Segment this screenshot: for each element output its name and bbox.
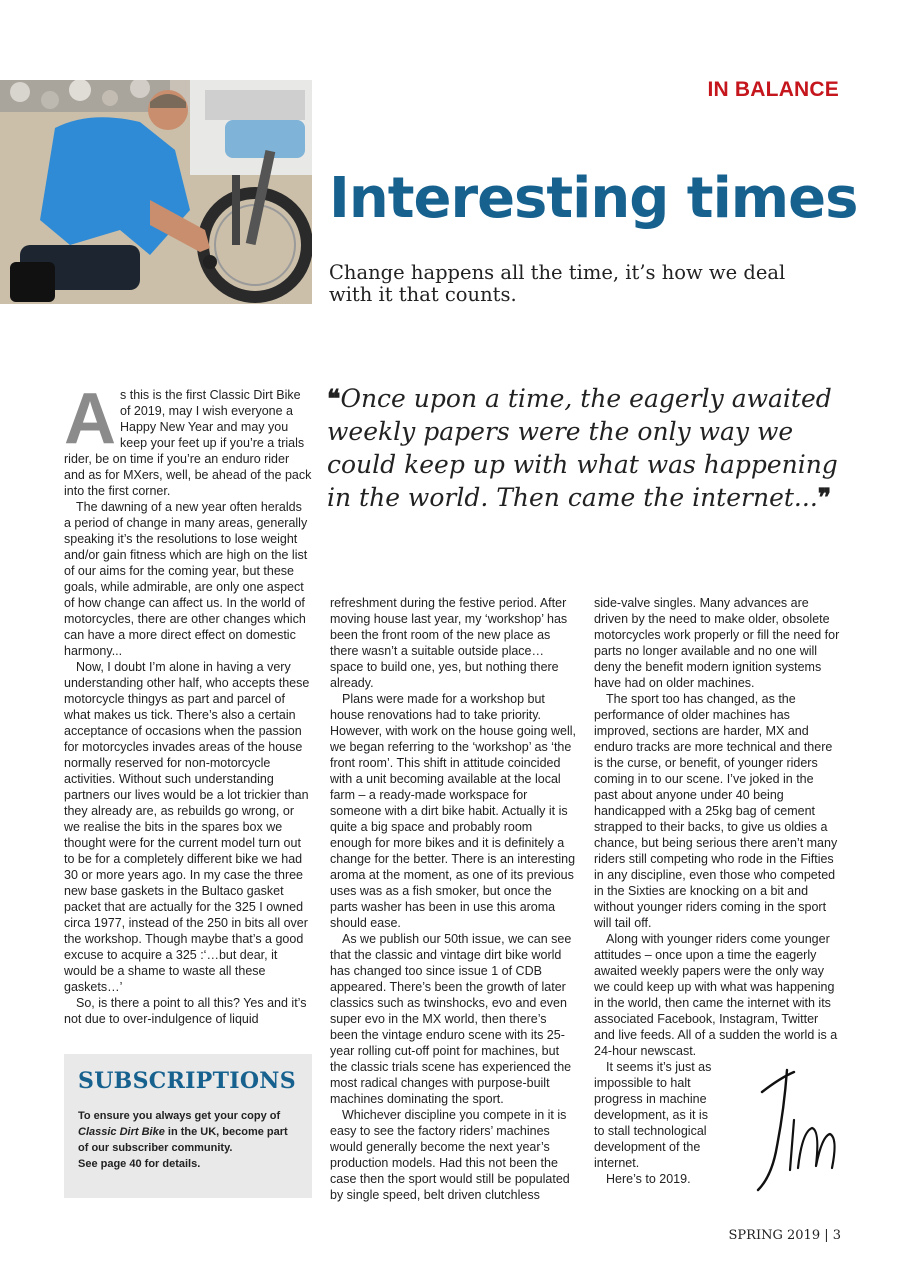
section-tag: IN BALANCE (707, 78, 839, 101)
subscriptions-text-b: in the UK, become part of our subscriber community. (78, 1126, 288, 1154)
page-footer: SPRING 2019 | 3 (728, 1228, 841, 1243)
pull-quote-text: Once upon a time, the eagerly awaited weekly papers were the only way we could keep up with what was happening in the world. Then came the internet... (327, 384, 838, 512)
subscriptions-box (64, 1054, 312, 1198)
paragraph: Whichever discipline you compete in it is easy to see the factory riders’ machines would generally become the next year’s production models. Had this not been the case then the sport would still be populated by single speed, belt driven clutchless (330, 1108, 570, 1202)
paragraph: It seems it’s just as impossible to halt progress in machine development, as it is to stall technological development of the internet. (594, 1060, 712, 1170)
subscriptions-text (78, 1108, 298, 1172)
rider-photo (0, 80, 312, 304)
paragraph: As we publish our 50th issue, we can see that the classic and vintage dirt bike world has changed too since issue 1 of CDB appeared. There’s been the growth of later classics such as twinshocks, evo and even super evo in the MX world, then there’s been the vintage enduro scene with its 25-year rolling cut-off point for machines, but the classic trials scene has experienced the most radical changes with purpose-built machines dominating the sport. (330, 932, 572, 1106)
paragraph: side-valve singles. Many advances are driven by the need to make older, obsolete motorcycles work properly or fill the need for parts no longer available and no one will deny the benefit modern ignition systems have had on older machines. (594, 596, 840, 690)
paragraph: The dawning of a new year often heralds a period of change in many areas, generally speaking it’s the resolutions to lose weight and/or gain fitness which are high on the list of our aims for the coming year, but these goals, while admirable, are only one aspect of how change can affect us. In the world of motorcycles, there are other changes which can have a more direct effect on domestic harmony... (64, 500, 308, 658)
subscriptions-text-a: To ensure you always get your copy of (78, 1110, 281, 1122)
article-standfirst: Change happens all the time, it’s how we deal with it that counts. (329, 261, 786, 306)
paragraph: Now, I doubt I’m alone in having a very understanding other half, who accepts these motorcycle thingys as part and parcel of what makes us tick. There’s also a certain acceptance of occasions when the passion for motorcycles invades areas of the house normally reserved for non-motorcycle activities. Without such understanding partners our lives would be a lot trickier than they already are, as rebuilds go wrong, or we realise the bits in the spares box we thought were for the current model turn out to be for a completely different bike we had 30 or more years ago. In my case the three new base gaskets in the Bultaco gasket packet that are actually for the 325 I owned circa 1977, instead of the 250 in bits all over the workshop. Though maybe that’s a good excuse to acquire a 325 :‘…but dear, it would be a shame to waste all these gaskets…’ (64, 660, 310, 994)
close-quote-icon: ❞ (817, 483, 832, 512)
subscriptions-magazine-name: Classic Dirt Bike (78, 1126, 165, 1138)
paragraph: Here’s to 2019. (606, 1172, 691, 1186)
pull-quote (327, 382, 847, 514)
subscriptions-title: SUBSCRIPTIONS (78, 1068, 296, 1094)
rider-photo-illustration (0, 80, 312, 304)
body-column-1 (64, 379, 312, 1027)
paragraph-text: s this is the first Classic Dirt Bike of 2019, may I wish everyone a Happy New Year and may you keep your feet up if you’re a trials rider, be on time if you’re an enduro rider and as for MXers, well, be ahead of the pack into the first corner. (64, 388, 312, 498)
paragraph: The sport too has changed, as the performance of older machines has improved, sections are harder, MX and enduro tracks are more technical and there is the curse, or benefit, of younger riders coming in to our scene. I’ve joked in the past about anyone under 40 being handicapped with a 25kg bag of cement strapped to their backs, to give us oldies a chance, but being serious there aren’t many riders still competing who rode in the Fifties in any discipline, even those who competed in the Sixties are knocking on a bit and without younger riders coming in the sport will tail off. (594, 692, 838, 930)
subscriptions-page-ref: See page 40 for details. (78, 1158, 201, 1170)
body-column-2 (330, 595, 577, 1203)
paragraph: refreshment during the festive period. After moving house last year, my ‘workshop’ has been the front room of the new place as there wasn’t a suitable outside place… space to build one, yes, but nothing there already. (330, 596, 568, 690)
editor-signature (732, 1050, 850, 1210)
paragraph: Along with younger riders come younger attitudes – once upon a time the eagerly awaited weekly papers were the only way we could keep up with what was happening in the world, then came the internet with its associated Facebook, Instagram, Twitter and live feeds. All of a sudden the world is a 24-hour newscast. (594, 932, 838, 1058)
paragraph: So, is there a point to all this? Yes and it’s not due to over-indulgence of liquid (64, 996, 307, 1026)
open-quote-icon: ❝ (327, 384, 341, 413)
paragraph: Plans were made for a workshop but house renovations had to take priority. However, with work on the house going well, we began referring to the ‘workshop’ as ‘the front room’. This shift in attitude coincided with a unit becoming available at the local farm – a ready-made workspace for someone with a dirt bike habit. Actually it is quite a big space and probably room enough for more bikes and it is definitely a change for the better. There is an interesting aroma at the moment, as one of its previous uses was as a fish smoker, but once the parts washer has been in use this aroma should ease. (330, 692, 576, 930)
paragraph (64, 379, 312, 499)
drop-cap: A (64, 379, 116, 459)
article-title: Interesting times (329, 166, 858, 231)
